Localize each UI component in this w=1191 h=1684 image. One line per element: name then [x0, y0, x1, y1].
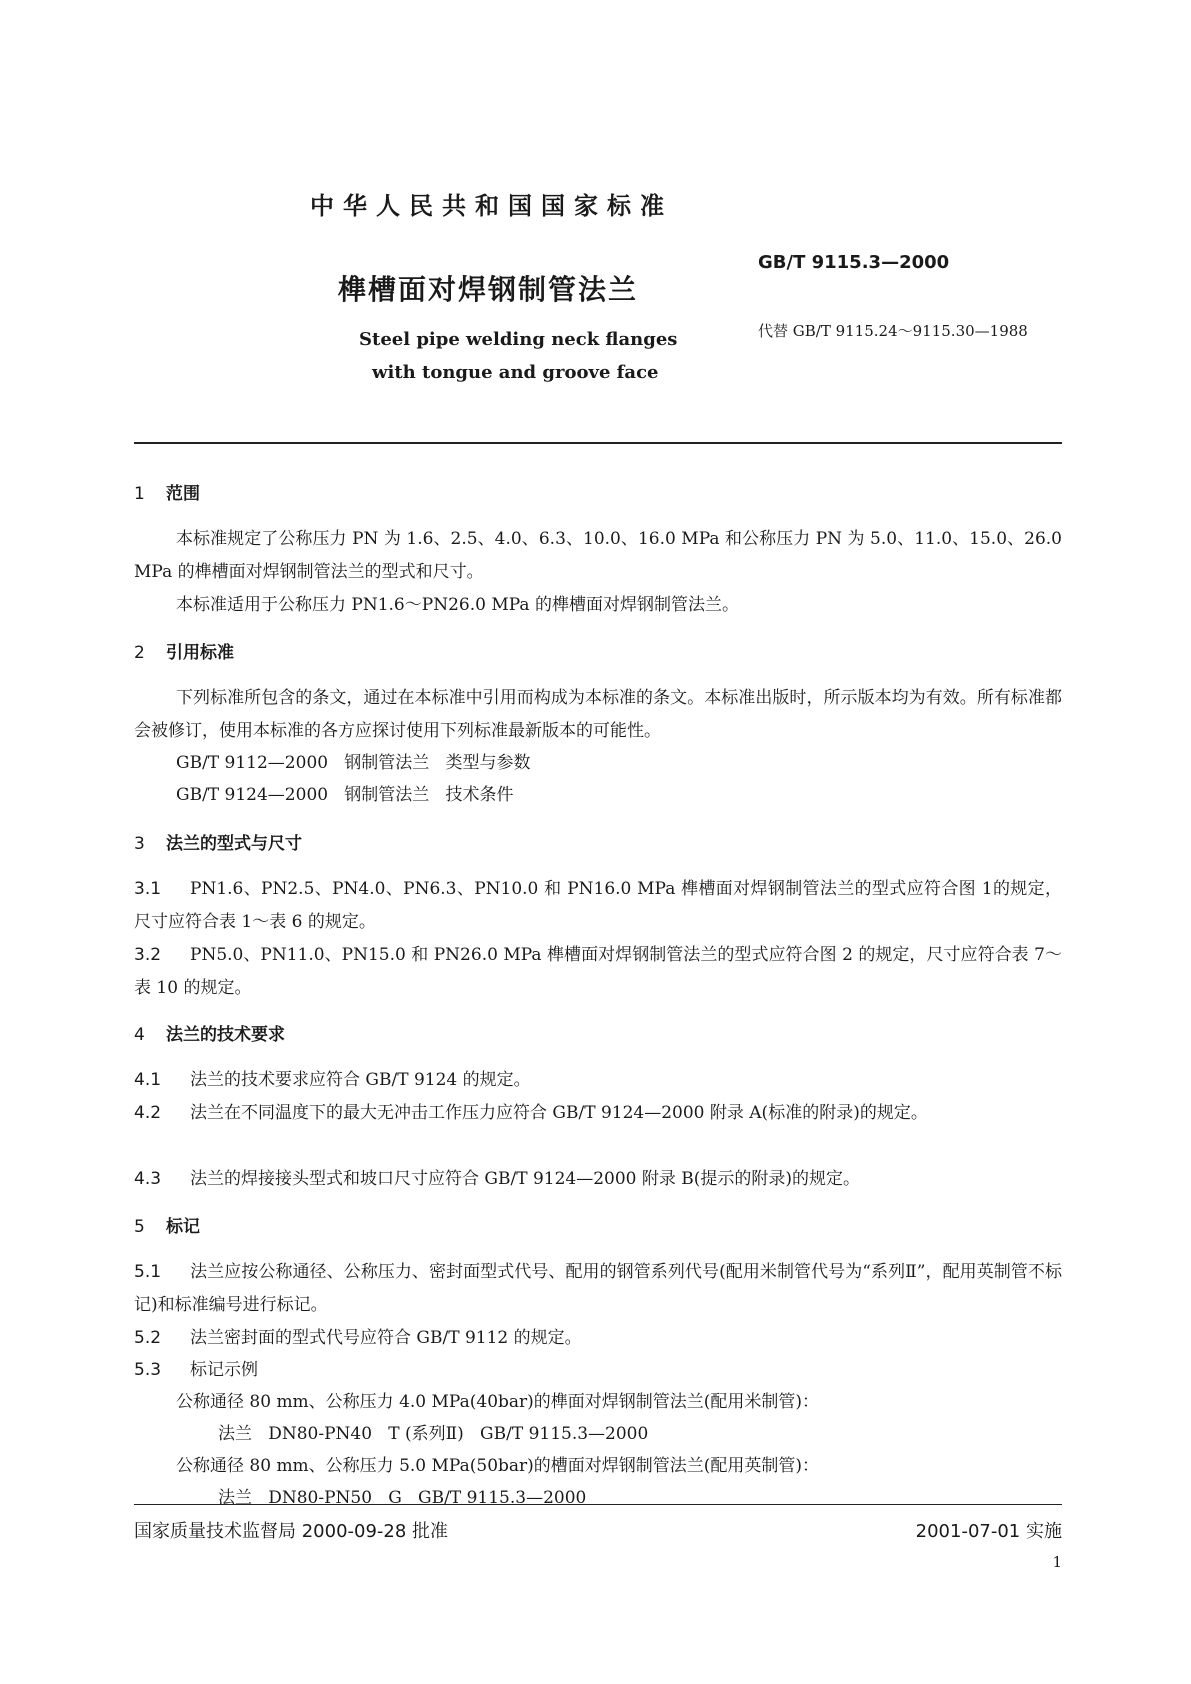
section-title: 标记	[166, 1217, 200, 1237]
clause-text: PN1.6、PN2.5、PN4.0、PN6.3、PN10.0 和 PN16.0 MPa 榫槽面对焊钢制管法兰的型式应符合图 1的规定，尺寸应符合表 1～表 6 的规定。	[134, 879, 1062, 932]
implementation-date: 2001-07-01 实施	[915, 1521, 1062, 1542]
clause-text: 法兰在不同温度下的最大无冲击工作压力应符合 GB/T 9124—2000 附录 A(标准的附录)的规定。	[190, 1103, 928, 1123]
standard-number: GB/T 9115.3—2000	[758, 252, 950, 273]
clause-number: 3.2	[134, 945, 162, 965]
document-title-cn: 榫槽面对焊钢制管法兰	[338, 273, 639, 306]
clause-number: 5.3	[134, 1360, 162, 1380]
clause-text: 标记示例	[190, 1360, 258, 1380]
clause-number: 4.2	[134, 1103, 162, 1123]
clause-number: 4.3	[134, 1169, 162, 1189]
clause-text: 法兰的焊接接头型式和坡口尺寸应符合 GB/T 9124—2000 附录 B(提示的附录)的规定。	[190, 1169, 861, 1189]
marking-example-2-description: 公称通径 80 mm、公称压力 5.0 MPa(50bar)的槽面对焊钢制管法兰(配用英制管)：	[176, 1456, 820, 1476]
clause-number: 3.1	[134, 879, 162, 899]
section-title: 法兰的技术要求	[166, 1025, 285, 1045]
document-title-en-line2: with tongue and groove face	[372, 362, 659, 383]
section-number: 4	[134, 1025, 145, 1045]
clause-3-1	[134, 873, 1062, 939]
section-1-paragraph-1: 本标准规定了公称压力 PN 为 1.6、2.5、4.0、6.3、10.0、16.0 MPa 和公称压力 PN 为 5.0、11.0、15.0、26.0 MPa 的榫槽面对焊钢制管法兰的型式和尺寸。	[134, 529, 1062, 582]
marking-example-1-description: 公称通径 80 mm、公称压力 4.0 MPa(40bar)的榫面对焊钢制管法兰(配用米制管)：	[176, 1392, 820, 1412]
clause-number: 5.2	[134, 1328, 162, 1348]
clause-4-2	[134, 1097, 1062, 1130]
clause-text: 法兰的技术要求应符合 GB/T 9124 的规定。	[190, 1070, 531, 1090]
section-number: 3	[134, 834, 145, 854]
section-5-heading	[134, 1212, 200, 1237]
marking-example-2: 法兰 DN80-PN50 G GB/T 9115.3—2000	[218, 1488, 587, 1508]
clause-4-3	[134, 1163, 1062, 1196]
section-2-heading	[134, 638, 234, 663]
clause-5-1	[134, 1256, 1062, 1322]
reference-standard-2: GB/T 9124—2000 钢制管法兰 技术条件	[176, 785, 514, 805]
clause-text: 法兰密封面的型式代号应符合 GB/T 9112 的规定。	[190, 1328, 582, 1348]
clause-number: 5.1	[134, 1262, 162, 1282]
section-1-paragraph-2: 本标准适用于公称压力 PN1.6～PN26.0 MPa 的榫槽面对焊钢制管法兰。	[176, 595, 739, 615]
section-title: 引用标准	[166, 643, 234, 663]
clause-4-1	[134, 1064, 1062, 1097]
clause-number: 4.1	[134, 1070, 162, 1090]
document-title-en-line1: Steel pipe welding neck flanges	[359, 329, 678, 350]
clause-text: PN5.0、PN11.0、PN15.0 和 PN26.0 MPa 榫槽面对焊钢制管法兰的型式应符合图 2 的规定，尺寸应符合表 7～表 10 的规定。	[134, 945, 1062, 998]
section-title: 范围	[166, 484, 200, 504]
section-number: 2	[134, 643, 145, 663]
clause-3-2	[134, 939, 1062, 1005]
approval-note: 国家质量技术监督局 2000-09-28 批准	[134, 1521, 449, 1542]
page-number: 1	[1052, 1553, 1062, 1571]
marking-example-1: 法兰 DN80-PN40 T (系列Ⅱ) GB/T 9115.3—2000	[218, 1424, 649, 1444]
section-3-heading	[134, 829, 302, 854]
section-2-paragraph-1: 下列标准所包含的条文，通过在本标准中引用而构成为本标准的条文。本标准出版时，所示版本均为有效。所有标准都会被修订，使用本标准的各方应探讨使用下列标准最新版本的可能性。	[134, 688, 1062, 741]
clause-5-2	[134, 1322, 1062, 1355]
clause-text: 法兰应按公称通径、公称压力、密封面型式代号、配用的钢管系列代号(配用米制管代号为“系列Ⅱ”，配用英制管不标记)和标准编号进行标记。	[134, 1262, 1062, 1315]
reference-standard-1: GB/T 9112—2000 钢制管法兰 类型与参数	[176, 753, 531, 773]
section-number: 5	[134, 1217, 145, 1237]
clause-5-3	[134, 1354, 1062, 1387]
section-4-heading	[134, 1020, 285, 1045]
national-standard-heading: 中华人民共和国国家标准	[310, 192, 673, 220]
section-title: 法兰的型式与尺寸	[166, 834, 302, 854]
footer-divider	[134, 1504, 1062, 1505]
section-number: 1	[134, 484, 145, 504]
section-1-heading	[134, 479, 200, 504]
header-divider	[134, 442, 1062, 444]
replaces-note: 代替 GB/T 9115.24～9115.30—1988	[758, 322, 1028, 340]
